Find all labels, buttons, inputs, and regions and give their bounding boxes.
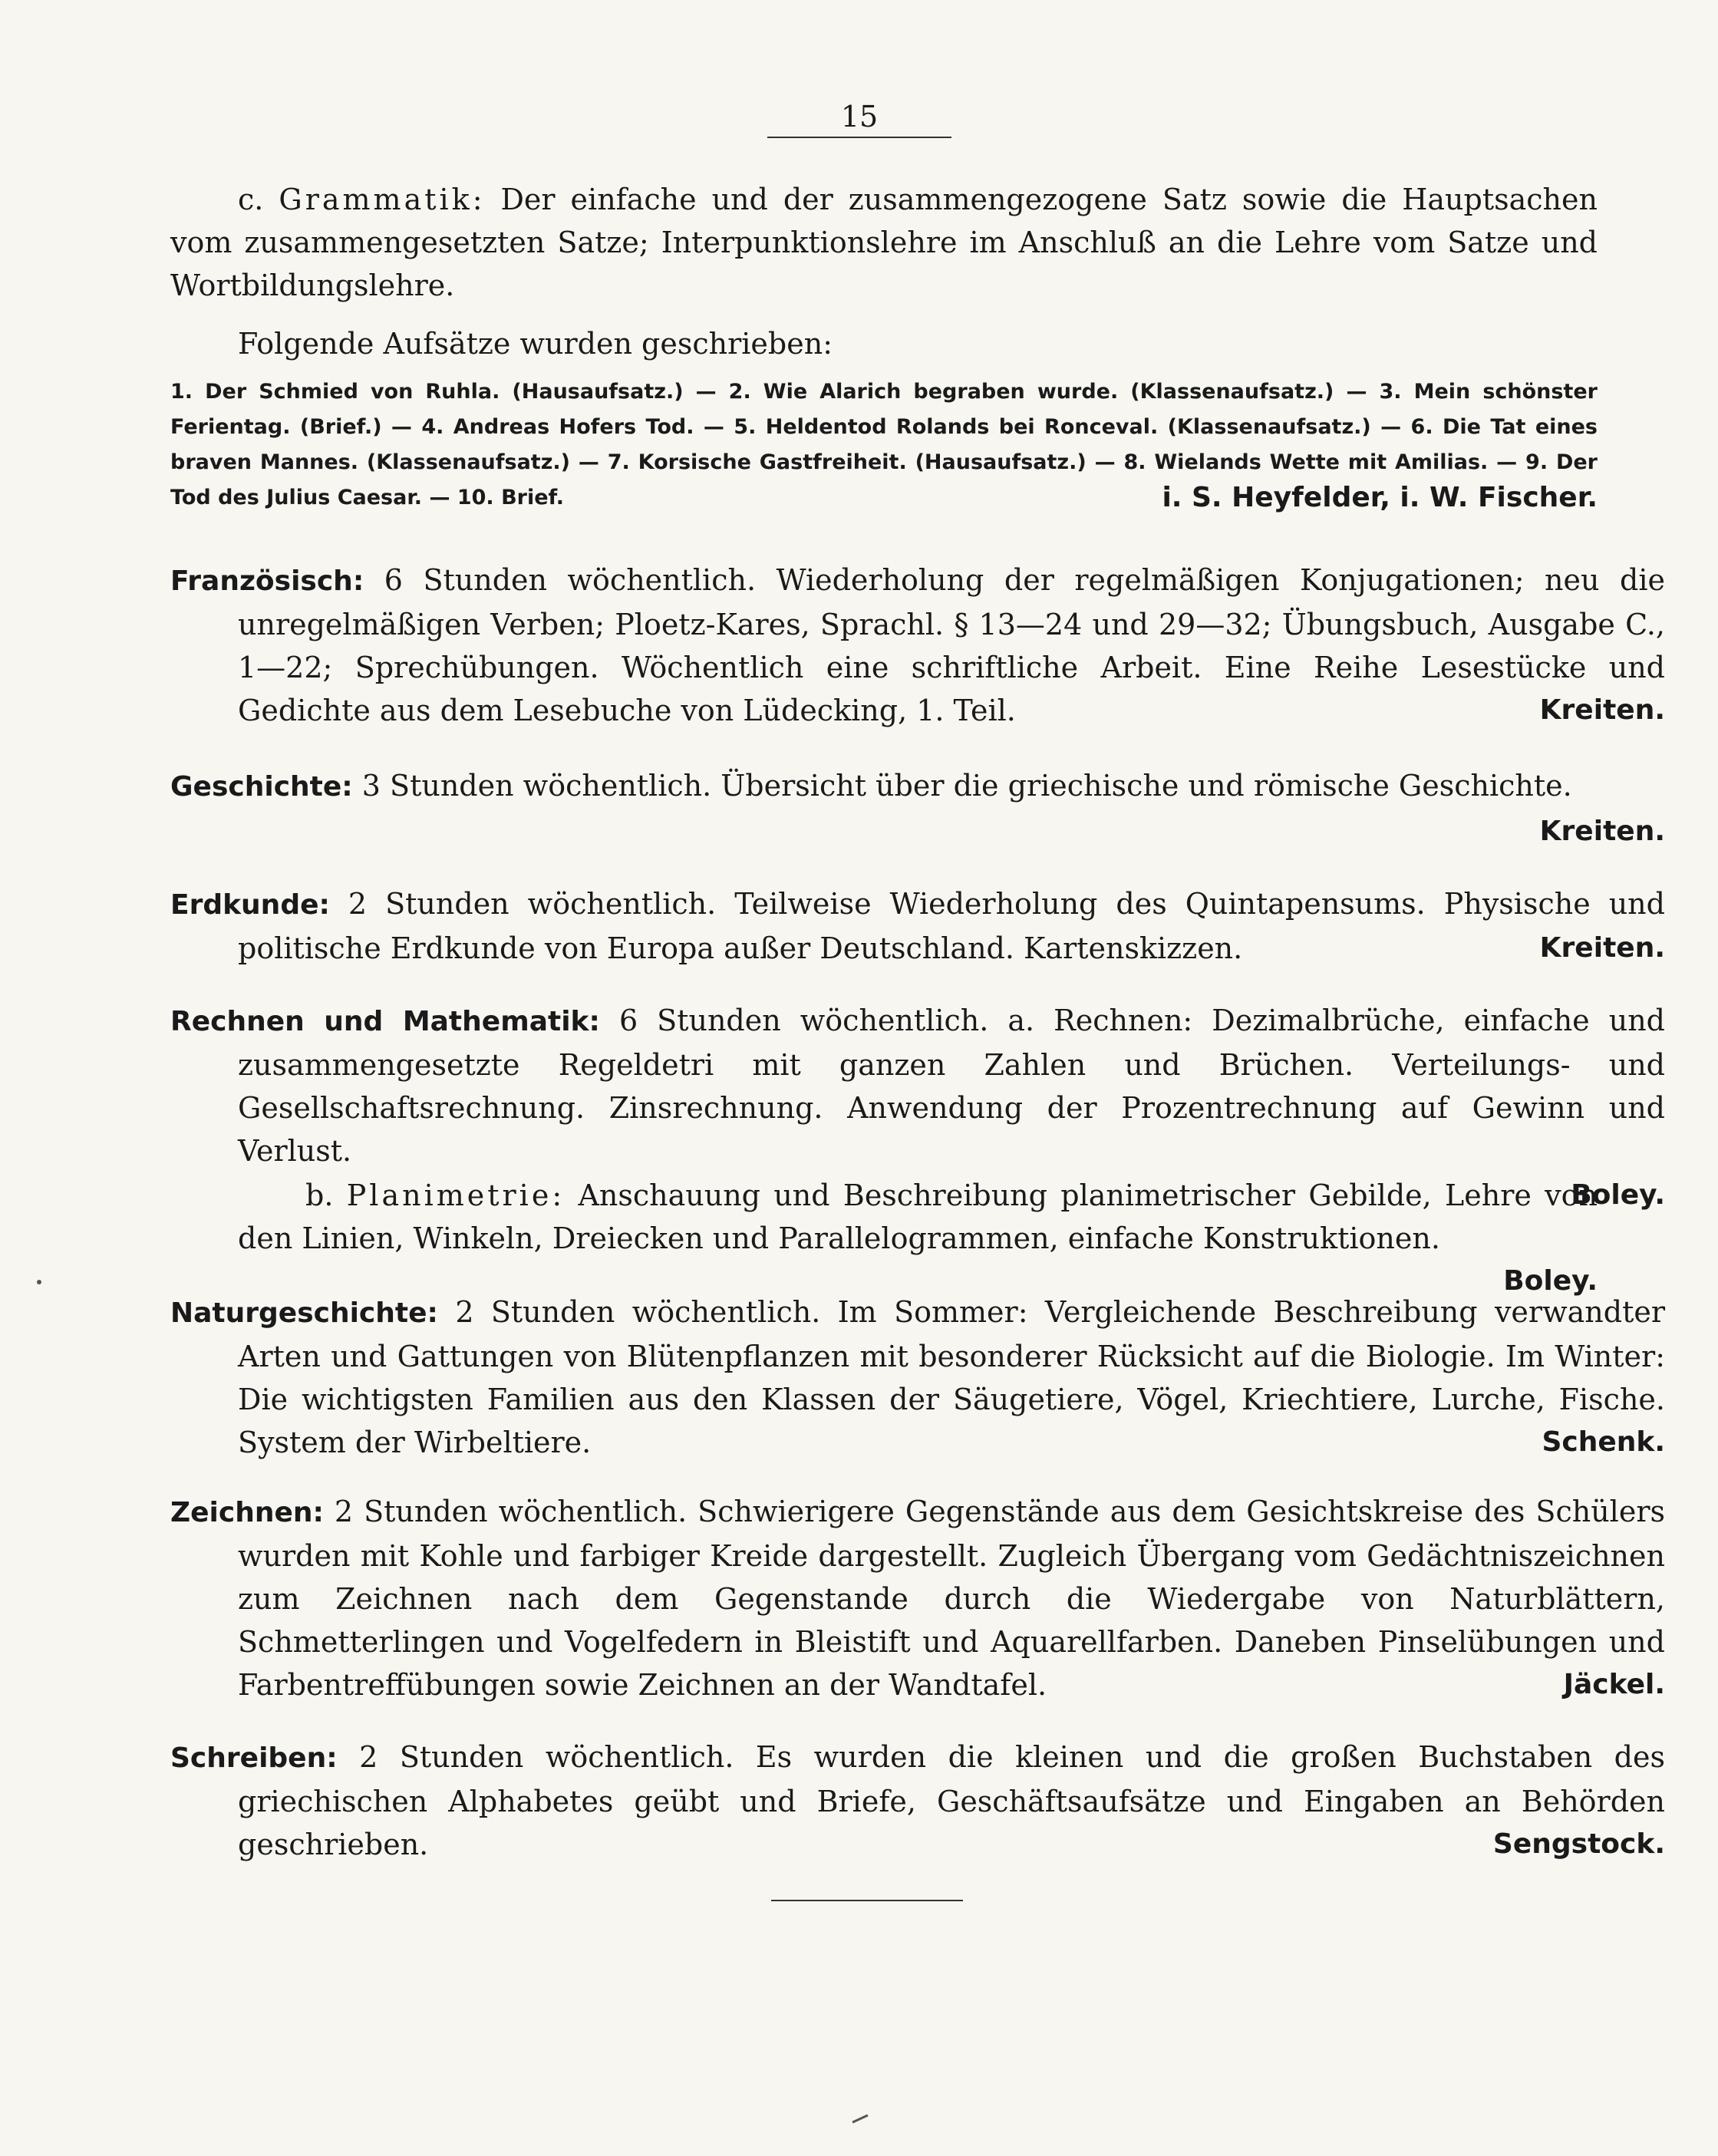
franzoesisch-heading: Französisch:: [170, 565, 364, 597]
aufsaetze-list: [170, 374, 1598, 516]
aufsaetze-section: [170, 322, 1598, 516]
franzoesisch-section: [170, 559, 1665, 732]
rechnen-text: 6 Stunden wöchentlich. a. Rechnen: Dezimalbrüche, einfache und zusammengesetzte Regeldetri mit ganzen Zahlen und Brüchen. Verteilungs- und Gesellschaftsrechnung. Zinsrechnung. Anwendung der Prozentrechnung auf Gewinn und Verlust.: [238, 1004, 1665, 1168]
franzoesisch-text: 6 Stunden wöchentlich. Wiederholung der regelmäßigen Konjugationen; neu die unregelmäßigen Verben; Ploetz-Kares, Sprachl. § 13—24 und 29—32; Übungsbuch, Ausgabe C., 1—22; Sprechübungen. Wöchentlich eine schriftliche Arbeit. Eine Reihe Lesestücke und Gedichte aus dem Lesebuche von Lüdecking, 1. Teil.: [238, 563, 1665, 727]
planimetrie-signature: Boley.: [1503, 1265, 1598, 1297]
zeichnen-heading: Zeichnen:: [170, 1497, 324, 1528]
schreiben-section: [170, 1736, 1665, 1866]
rechnen-signature: Boley.: [1571, 1179, 1665, 1211]
margin-dot: [37, 1280, 41, 1284]
erdkunde-text: 2 Stunden wöchentlich. Teilweise Wiederholung des Quintapensums. Physische und politische Erdkunde von Europa außer Deutschland. Kartenskizzen.: [238, 887, 1665, 965]
schreiben-text: 2 Stunden wöchentlich. Es wurden die kleinen und die großen Buchstaben des griechischen Alphabetes geübt und Briefe, Geschäftsaufsätze und Eingaben an Behörden geschrieben.: [238, 1740, 1665, 1861]
planimetrie-text: Anschauung und Beschreibung planimetrischer Gebilde, Lehre von den Linien, Winkeln, Dreiecken und Parallelogrammen, einfache Konstruktionen.: [238, 1179, 1598, 1255]
planimetrie-lead: b.: [305, 1179, 334, 1212]
erdkunde-signature: Kreiten.: [1539, 932, 1665, 964]
naturgeschichte-heading: Naturgeschichte:: [170, 1297, 438, 1329]
zeichnen-text: 2 Stunden wöchentlich. Schwierigere Gegenstände aus dem Gesichtskreise des Schülers wurden mit Kohle und farbiger Kreide dargestellt. Zugleich Übergang vom Gedächtniszeichnen zum Zeichnen nach dem Gegenstande durch die Wiedergabe von Naturblättern, Schmetterlingen und Vogelfedern in Bleistift und Aquarellfarben. Daneben Pinselübungen und Farbentreffübungen sowie Zeichnen an der Wandtafel.: [238, 1495, 1665, 1702]
erdkunde-heading: Erdkunde:: [170, 889, 330, 921]
geschichte-text: 3 Stunden wöchentlich. Übersicht über die griechische und römische Geschichte.: [361, 769, 1572, 803]
schreiben-heading: Schreiben:: [170, 1742, 338, 1774]
grammatik-lead: c.: [238, 183, 264, 216]
end-rule: [771, 1900, 963, 1901]
zeichnen-section: [170, 1490, 1665, 1706]
geschichte-signature: Kreiten.: [1539, 816, 1665, 847]
planimetrie-heading: Planimetrie:: [346, 1179, 566, 1212]
naturgeschichte-text: 2 Stunden wöchentlich. Im Sommer: Vergleichende Beschreibung verwandter Arten und Gattungen von Blütenpflanzen mit besonderer Rücksicht auf die Biologie. Im Winter: Die wichtigsten Familien aus den Klassen der Säugetiere, Vögel, Kriechtiere, Lurche, Fische. System der Wirbeltiere.: [238, 1295, 1665, 1459]
page-number: 15: [840, 100, 879, 134]
aufsaetze-list-text: 1. Der Schmied von Ruhla. (Hausaufsatz.) — 2. Wie Alarich begraben wurde. (Klassenaufsatz.) — 3. Mein schönster Ferientag. (Brief.) — 4. Andreas Hofers Tod. — 5. Heldentod Rolands bei Ronceval. (Klassenaufsatz.) — 6. Die Tat eines braven Mannes. (Klassenaufsatz.) — 7. Korsische Gastfreiheit. (Hausaufsatz.) — 8. Wielands Wette mit Amilias. — 9. Der Tod des Julius Caesar. — 10. Brief.: [170, 380, 1598, 509]
stray-mark: [852, 2114, 868, 2123]
geschichte-heading: Geschichte:: [170, 771, 353, 803]
aufsaetze-intro: Folgende Aufsätze wurden geschrieben:: [238, 327, 833, 361]
geschichte-section: [170, 764, 1665, 853]
schreiben-signature: Sengstock.: [1492, 1828, 1665, 1860]
zeichnen-signature: Jäckel.: [1563, 1669, 1665, 1700]
aufsaetze-signature: i. S. Heyfelder, i. W. Fischer.: [1162, 482, 1598, 513]
page-number-rule: [767, 137, 951, 138]
grammatik-text: Der einfache und der zusammengezogene Satz sowie die Hauptsachen vom zusammengesetzten Satze; Interpunktionslehre im Anschluß an die Lehre vom Satze und Wortbildungslehre.: [170, 183, 1598, 302]
naturgeschichte-signature: Schenk.: [1542, 1426, 1665, 1458]
rechnen-heading: Rechnen und Mathematik:: [170, 1006, 600, 1037]
planimetrie-section: [170, 1174, 1598, 1303]
franzoesisch-signature: Kreiten.: [1539, 694, 1665, 726]
erdkunde-section: [170, 882, 1665, 970]
grammatik-heading: Grammatik:: [279, 183, 486, 216]
naturgeschichte-section: [170, 1291, 1665, 1464]
grammatik-section: [170, 178, 1598, 307]
